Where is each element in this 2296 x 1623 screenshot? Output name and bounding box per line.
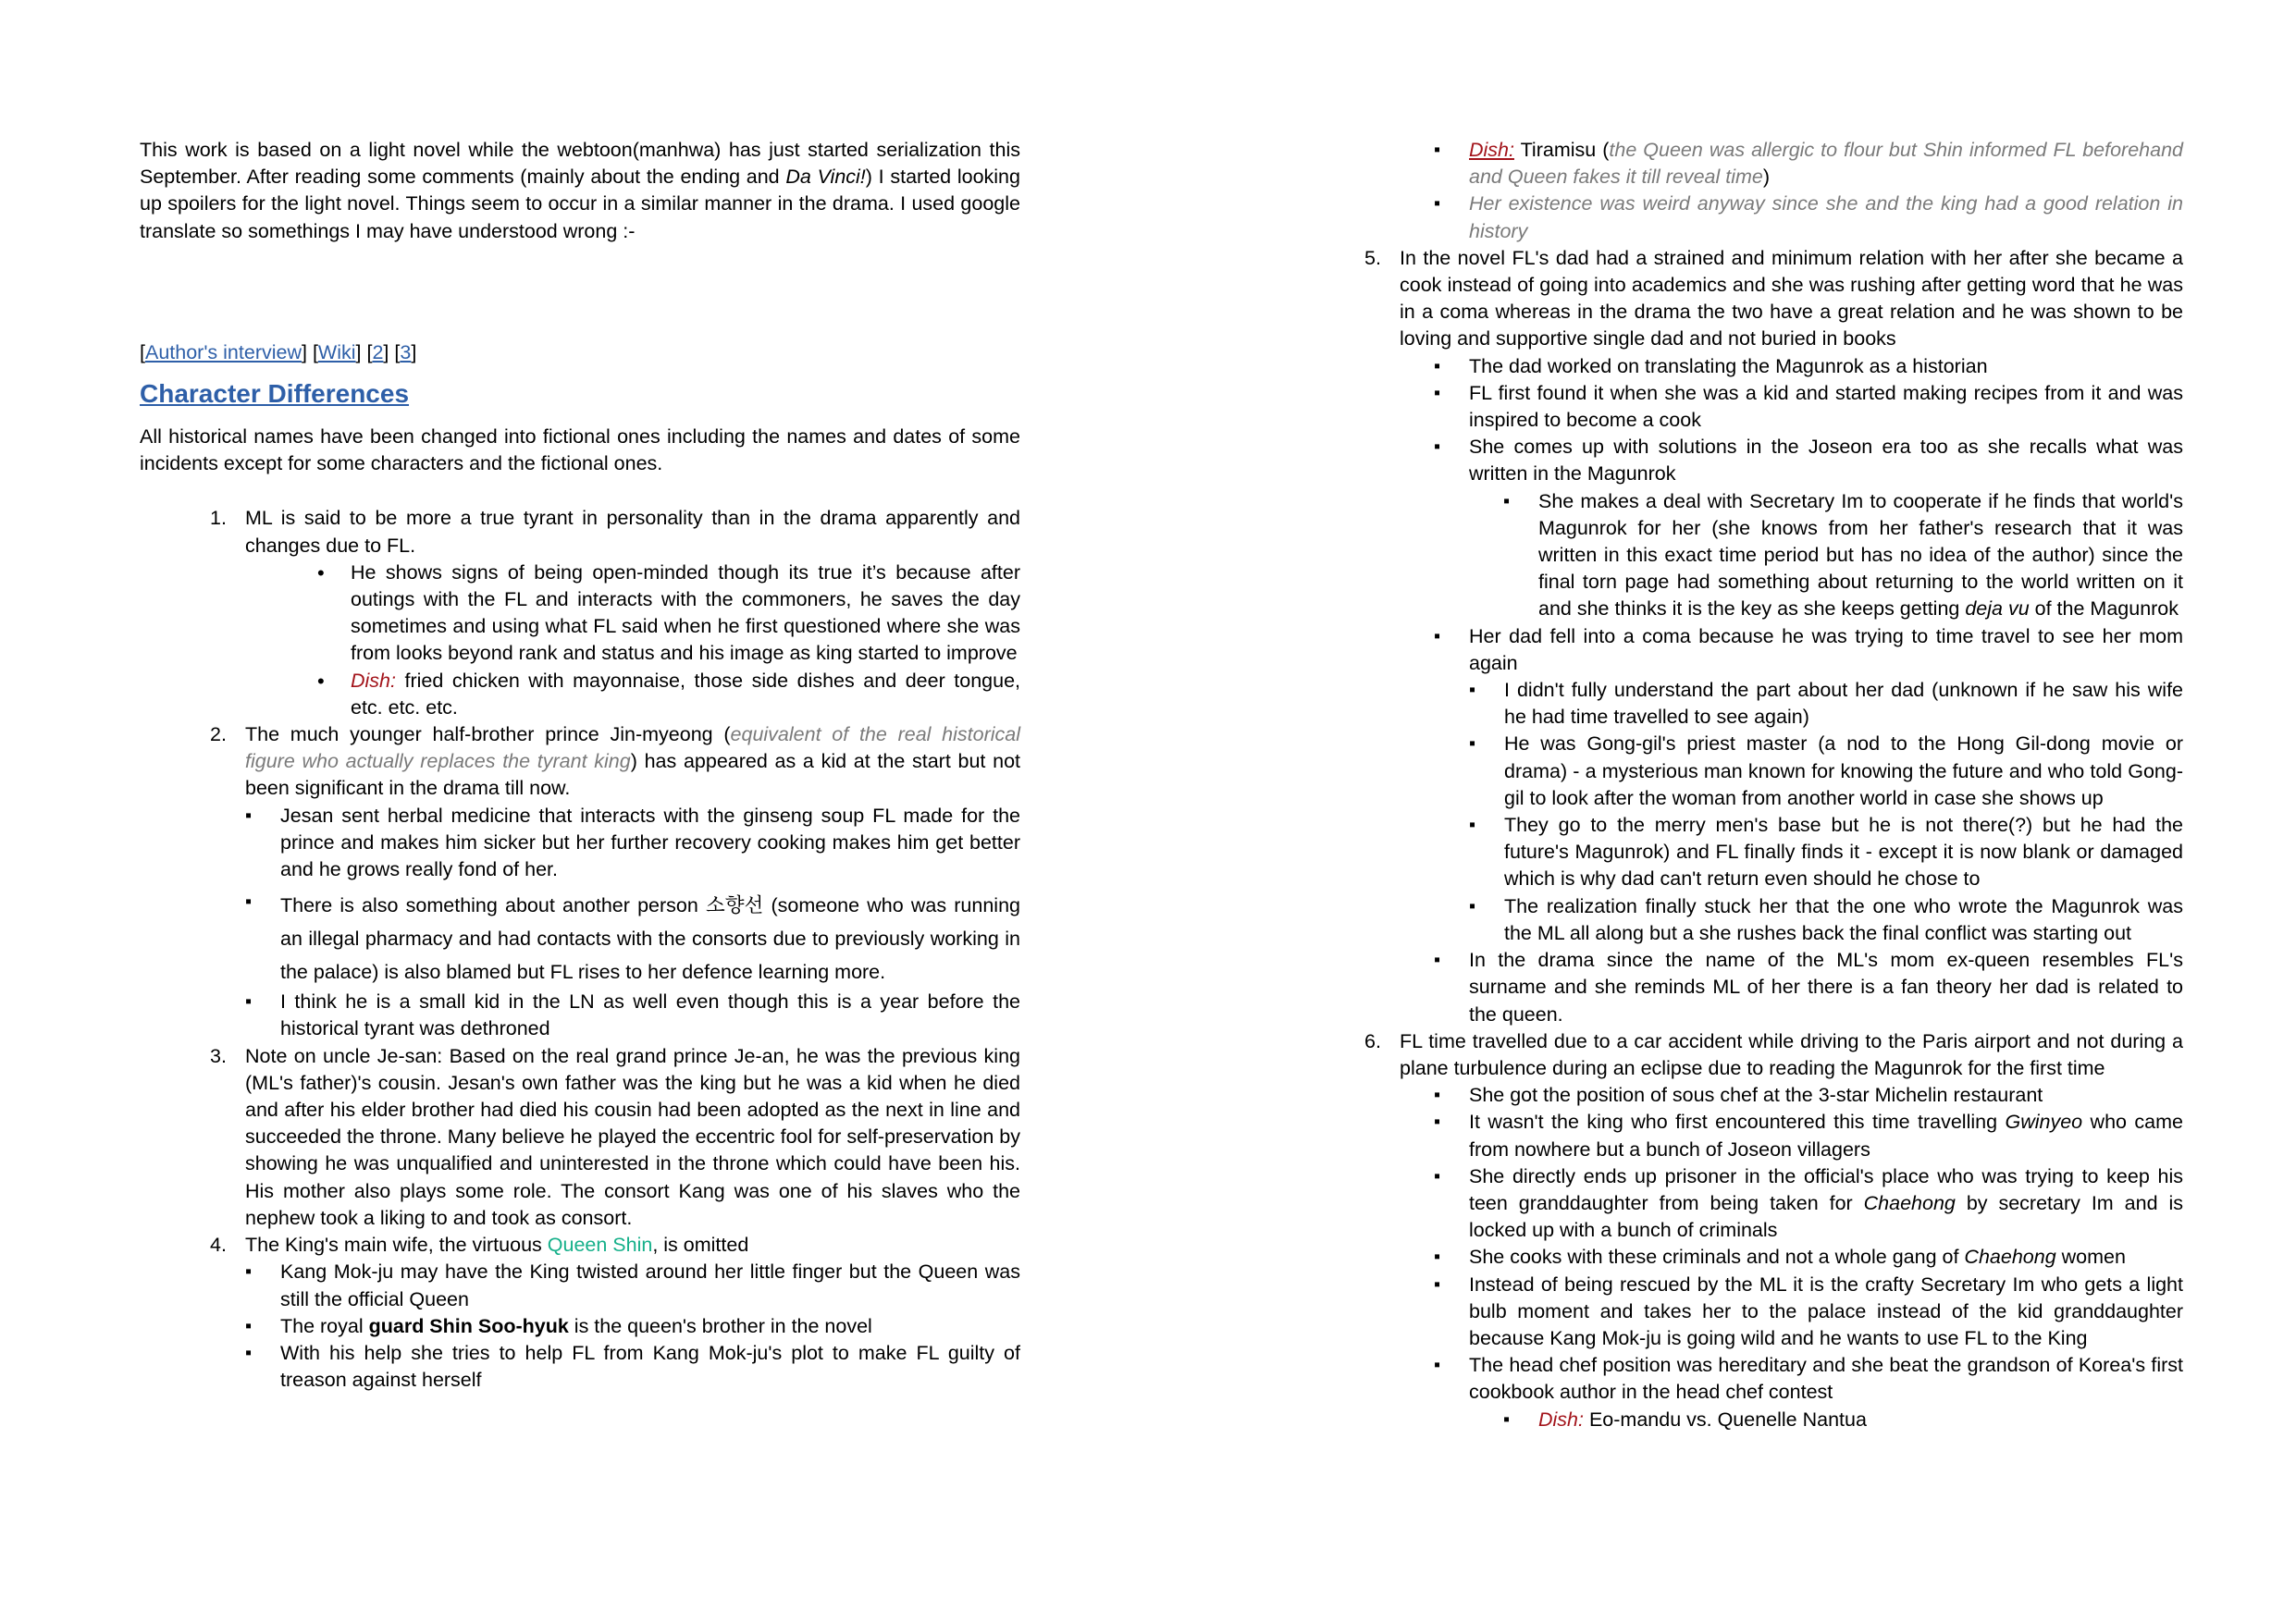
dish-label: Dish:	[351, 669, 396, 692]
bullet-item: ▪ It wasn't the king who first encountered this time travelling Gwinyeo who came from nowhere but a bunch of Joseon villagers	[1434, 1109, 2183, 1162]
list-item-5: 5. In the novel FL's dad had a strained and minimum relation with her after she became a cook instead of going into academics and she was rushing after getting word that he was in a coma whereas in the drama the two have a great relation and he was shown to be loving and supportive single dad and not buried in books ▪ The dad worked on translating the Magunrok as a historian ▪ FL first found it when she was a kid and started making recipes from it and was inspired to become a cook ▪ She comes up with solutions in the Joseon era too as she recalls what was written in the Magunrok ▪ She makes a deal with Secretary Im to cooperate if he finds that world's Magunrok for her (she knows from her father's research that it was written in this exact time period but has no idea of the author) since the final torn page had something about returning to the world written on it and she thinks it is the key as she keeps getting deja vu of the Magunrok ▪ Her dad fell into a coma because he was trying to time travel to see her mom again ▪ I didn't fully understand the part about her dad (unknown if he saw his wife he had time travelled to see again) ▪ He was Gong-gil's priest master (a nod to the Hong Gil-dong movie or drama) - a mysterious man known for knowing the future and who told Gong-gil to look after the woman from another world in case she shows up ▪ They go to the merry men's base but he is not there(?) but he had the future's Magunrok) and FL finally finds it - except it is now blank or damaged which is why dad can't return even should he chose to ▪ The realization finally stuck her that the one who wrote the Magunrok was the ML all along but a she rushes back the final conflict was starting out ▪ In the drama since the name of the ML's mom ex-queen resembles FL's surname and she reminds ML of her there is a fan theory her dad is related to the queen.	[1364, 245, 2183, 1028]
bullet-item: ▪ She directly ends up prisoner in the official's place who was trying to keep his teen granddaughter from being taken for Chaehong by secretary Im and is locked up with a bunch of criminals	[1434, 1163, 2183, 1245]
bullet-item: ▪ The royal guard Shin Soo-hyuk is the queen's brother in the novel	[245, 1313, 1020, 1340]
sub-bullet-item: ▪ He was Gong-gil's priest master (a nod to the Hong Gil-dong movie or drama) - a mysterious man known for knowing the future and who told Gong-gil to look after the woman from another world in case she shows up	[1469, 731, 2183, 812]
list-item-1: 1. ML is said to be more a true tyrant in personality than in the drama apparently and changes due to FL. • He shows signs of being open-minded though its true it’s because after outings with the FL and interacts with the commoners, he saves the day sometimes and using what FL said when he first questioned where she was from looks beyond rank and status and his image as king started to improve • Dish: fried chicken with mayonnaise, those side dishes and deer tongue, etc. etc. etc.	[140, 505, 1020, 721]
wiki-link[interactable]: Wiki	[317, 340, 356, 363]
list-item-2: 2. The much younger half-brother prince Jin-myeong (equivalent of the real historical figure who actually replaces the tyrant king) has appeared as a kid at the start but not been significant in the drama till now. ▪ Jesan sent herbal medicine that interacts with the ginseng soup FL made for the prince and makes him sicker but her further recovery cooking makes him get better and he grows really fond of her. ▪ There is also something about another person 소향선 (someone who was running an illegal pharmacy and had contacts with the consorts due to previously working in the palace) is also blamed but FL rises to her defence learning more. ▪ I think he is a small kid in the LN as well even though this is a year before the historical tyrant was dethroned	[140, 721, 1020, 1043]
left-column	[140, 137, 1020, 1394]
intro-paragraph: This work is based on a light novel while the webtoon(manhwa) has just started serialization this September. After reading some comments (mainly about the ending and Da Vinci!) I started looking up spoilers for the light novel. Things seem to occur in a similar manner in the drama. I used google translate so somethings I may have understood wrong :-	[140, 139, 1020, 242]
bullet-item: ▪ FL first found it when she was a kid and started making recipes from it and was inspired to become a cook	[1434, 380, 2183, 434]
bullet-item: ▪ Dish: Tiramisu (the Queen was allergic to flour but Shin informed FL beforehand and Queen fakes it till reveal time)	[1434, 137, 2183, 191]
bullet-item: • Dish: fried chicken with mayonnaise, those side dishes and deer tongue, etc. etc. etc.	[315, 668, 1020, 721]
link-3[interactable]: 3	[400, 340, 412, 363]
bullet-item: ▪ Kang Mok-ju may have the King twisted around her little finger but the Queen was still the official Queen	[245, 1259, 1020, 1312]
bullet-item: ▪ Her existence was weird anyway since she and the king had a good relation in history	[1434, 191, 2183, 244]
bullet-item: ▪ She got the position of sous chef at the 3-star Michelin restaurant	[1434, 1082, 2183, 1109]
sub-bullet-item: ▪ She makes a deal with Secretary Im to cooperate if he finds that world's Magunrok for her (she knows from her father's research that it was written in this exact time period but has no idea of the author) since the final torn page had something about returning to the world written on it and she thinks it is the key as she keeps getting deja vu of the Magunrok	[1503, 488, 2183, 623]
list-item-4: 4. The King's main wife, the virtuous Queen Shin, is omitted ▪ Kang Mok-ju may have the King twisted around her little finger but the Queen was still the official Queen ▪ The royal guard Shin Soo-hyuk is the queen's brother in the novel ▪ With his help she tries to help FL from Kang Mok-ju's plot to make FL guilty of treason against herself	[140, 1232, 1020, 1394]
right-column	[1364, 137, 2183, 1433]
bullet-item: ▪ I think he is a small kid in the LN as well even though this is a year before the historical tyrant was dethroned	[245, 989, 1020, 1042]
bullet-item: ▪ With his help she tries to help FL from Kang Mok-ju's plot to make FL guilty of treason against herself	[245, 1340, 1020, 1394]
author-interview-link[interactable]: Author's interview	[144, 340, 302, 363]
list-item-6: 6. FL time travelled due to a car accident while driving to the Paris airport and not during a plane turbulence during an eclipse due to reading the Magunrok for the first time ▪ She got the position of sous chef at the 3-star Michelin restaurant ▪ It wasn't the king who first encountered this time travelling Gwinyeo who came from nowhere but a bunch of Joseon villagers ▪ She directly ends up prisoner in the official's place who was trying to keep his teen granddaughter from being taken for Chaehong by secretary Im and is locked up with a bunch of criminals ▪ She cooks with these criminals and not a whole gang of Chaehong women ▪ Instead of being rescued by the ML it is the crafty Secretary Im who gets a light bulb moment and takes her to the palace instead of the kid granddaughter because Kang Mok-ju is going wild and he wants to use FL to the King ▪ The head chef position was hereditary and she beat the grandson of Korea's first cookbook author in the head chef contest ▪ Dish: Eo-mandu vs. Quenelle Nantua	[1364, 1028, 2183, 1433]
dish-label: Dish:	[1538, 1408, 1584, 1431]
sub-bullet-item: ▪ The realization finally stuck her that the one who wrote the Magunrok was the ML all along but a she rushes back the final conflict was starting out	[1469, 893, 2183, 947]
continued-bullets	[1364, 137, 2183, 245]
bullet-item: ▪ Instead of being rescued by the ML it is the crafty Secretary Im who gets a light bulb moment and takes her to the palace instead of the kid granddaughter because Kang Mok-ju is going wild and he wants to use FL to the King	[1434, 1272, 2183, 1353]
link-2[interactable]: 2	[372, 340, 384, 363]
bullet-item: ▪ The dad worked on translating the Magunrok as a historian	[1434, 353, 2183, 380]
sub-bullet-item: ▪ They go to the merry men's base but he is not there(?) but he had the future's Magunrok) and FL finally finds it - except it is now blank or damaged which is why dad can't return even should he chose to	[1469, 812, 2183, 893]
bullet-item: ▪ Jesan sent herbal medicine that interacts with the ginseng soup FL made for the prince and makes him sicker but her further recovery cooking makes him get better and he grows really fond of her.	[245, 803, 1020, 884]
bullet-item: ▪ She cooks with these criminals and not a whole gang of Chaehong women	[1434, 1244, 2183, 1271]
bullet-item: ▪ There is also something about another person 소향선 (someone who was running an illegal pharmacy and had contacts with the consorts due to previously working in the palace) is also blamed but FL rises to her defence learning more.	[245, 889, 1020, 989]
list-item-3: 3. Note on uncle Je-san: Based on the real grand prince Je-an, he was the previous king (ML's father)'s cousin. Jesan's own father was the king but he was a kid when he died and after his elder brother had died his cousin had been adopted as the next in line and succeeded the throne. Many believe he played the eccentric fool for self-preservation by showing he was unqualified and uninterested in the throne which could have been his. His mother also plays some role. The consort Kang was one of his slaves who the nephew took a liking to and took as consort.	[210, 1044, 1020, 1229]
bullet-item: ▪ Her dad fell into a coma because he was trying to time travel to see her mom again ▪ I didn't fully understand the part about her dad (unknown if he saw his wife he had time travelled to see again) ▪ He was Gong-gil's priest master (a nod to the Hong Gil-dong movie or drama) - a mysterious man known for knowing the future and who told Gong-gil to look after the woman from another world in case she shows up ▪ They go to the merry men's base but he is not there(?) but he had the future's Magunrok) and FL finally finds it - except it is now blank or damaged which is why dad can't return even should he chose to ▪ The realization finally stuck her that the one who wrote the Magunrok was the ML all along but a she rushes back the final conflict was starting out	[1434, 623, 2183, 947]
sub-bullet-item: ▪ Dish: Eo-mandu vs. Quenelle Nantua	[1503, 1407, 2183, 1433]
section-heading[interactable]: Character Differences	[140, 379, 410, 409]
bullet-item: ▪ The head chef position was hereditary and she beat the grandson of Korea's first cookbook author in the head chef contest ▪ Dish: Eo-mandu vs. Quenelle Nantua	[1434, 1352, 2183, 1433]
bullet-item: ▪ In the drama since the name of the ML's mom ex-queen resembles FL's surname and she reminds ML of her there is a fan theory her dad is related to the queen.	[1434, 947, 2183, 1028]
bullet-item: ▪ She comes up with solutions in the Joseon era too as she recalls what was written in the Magunrok ▪ She makes a deal with Secretary Im to cooperate if he finds that world's Magunrok for her (she knows from her father's research that it was written in this exact time period but has no idea of the author) since the final torn page had something about returning to the world written on it and she thinks it is the key as she keeps getting deja vu of the Magunrok	[1434, 434, 2183, 622]
sub-bullet-item: ▪ I didn't fully understand the part about her dad (unknown if he saw his wife he had time travelled to see again)	[1469, 677, 2183, 731]
left-ordered-list	[140, 505, 1020, 1394]
bullet-item: • He shows signs of being open-minded though its true it’s because after outings with the FL and interacts with the commoners, he saves the day sometimes and using what FL said when he first questioned where she was from looks beyond rank and status and his image as king started to improve	[315, 559, 1020, 668]
reference-links: [Author's interview] [Wiki] [2] [3]	[140, 340, 417, 363]
right-ordered-list	[1364, 245, 2183, 1433]
summary-paragraph: All historical names have been changed into fictional ones including the names and dates of some incidents except for some characters and the fictional ones.	[140, 425, 1020, 475]
